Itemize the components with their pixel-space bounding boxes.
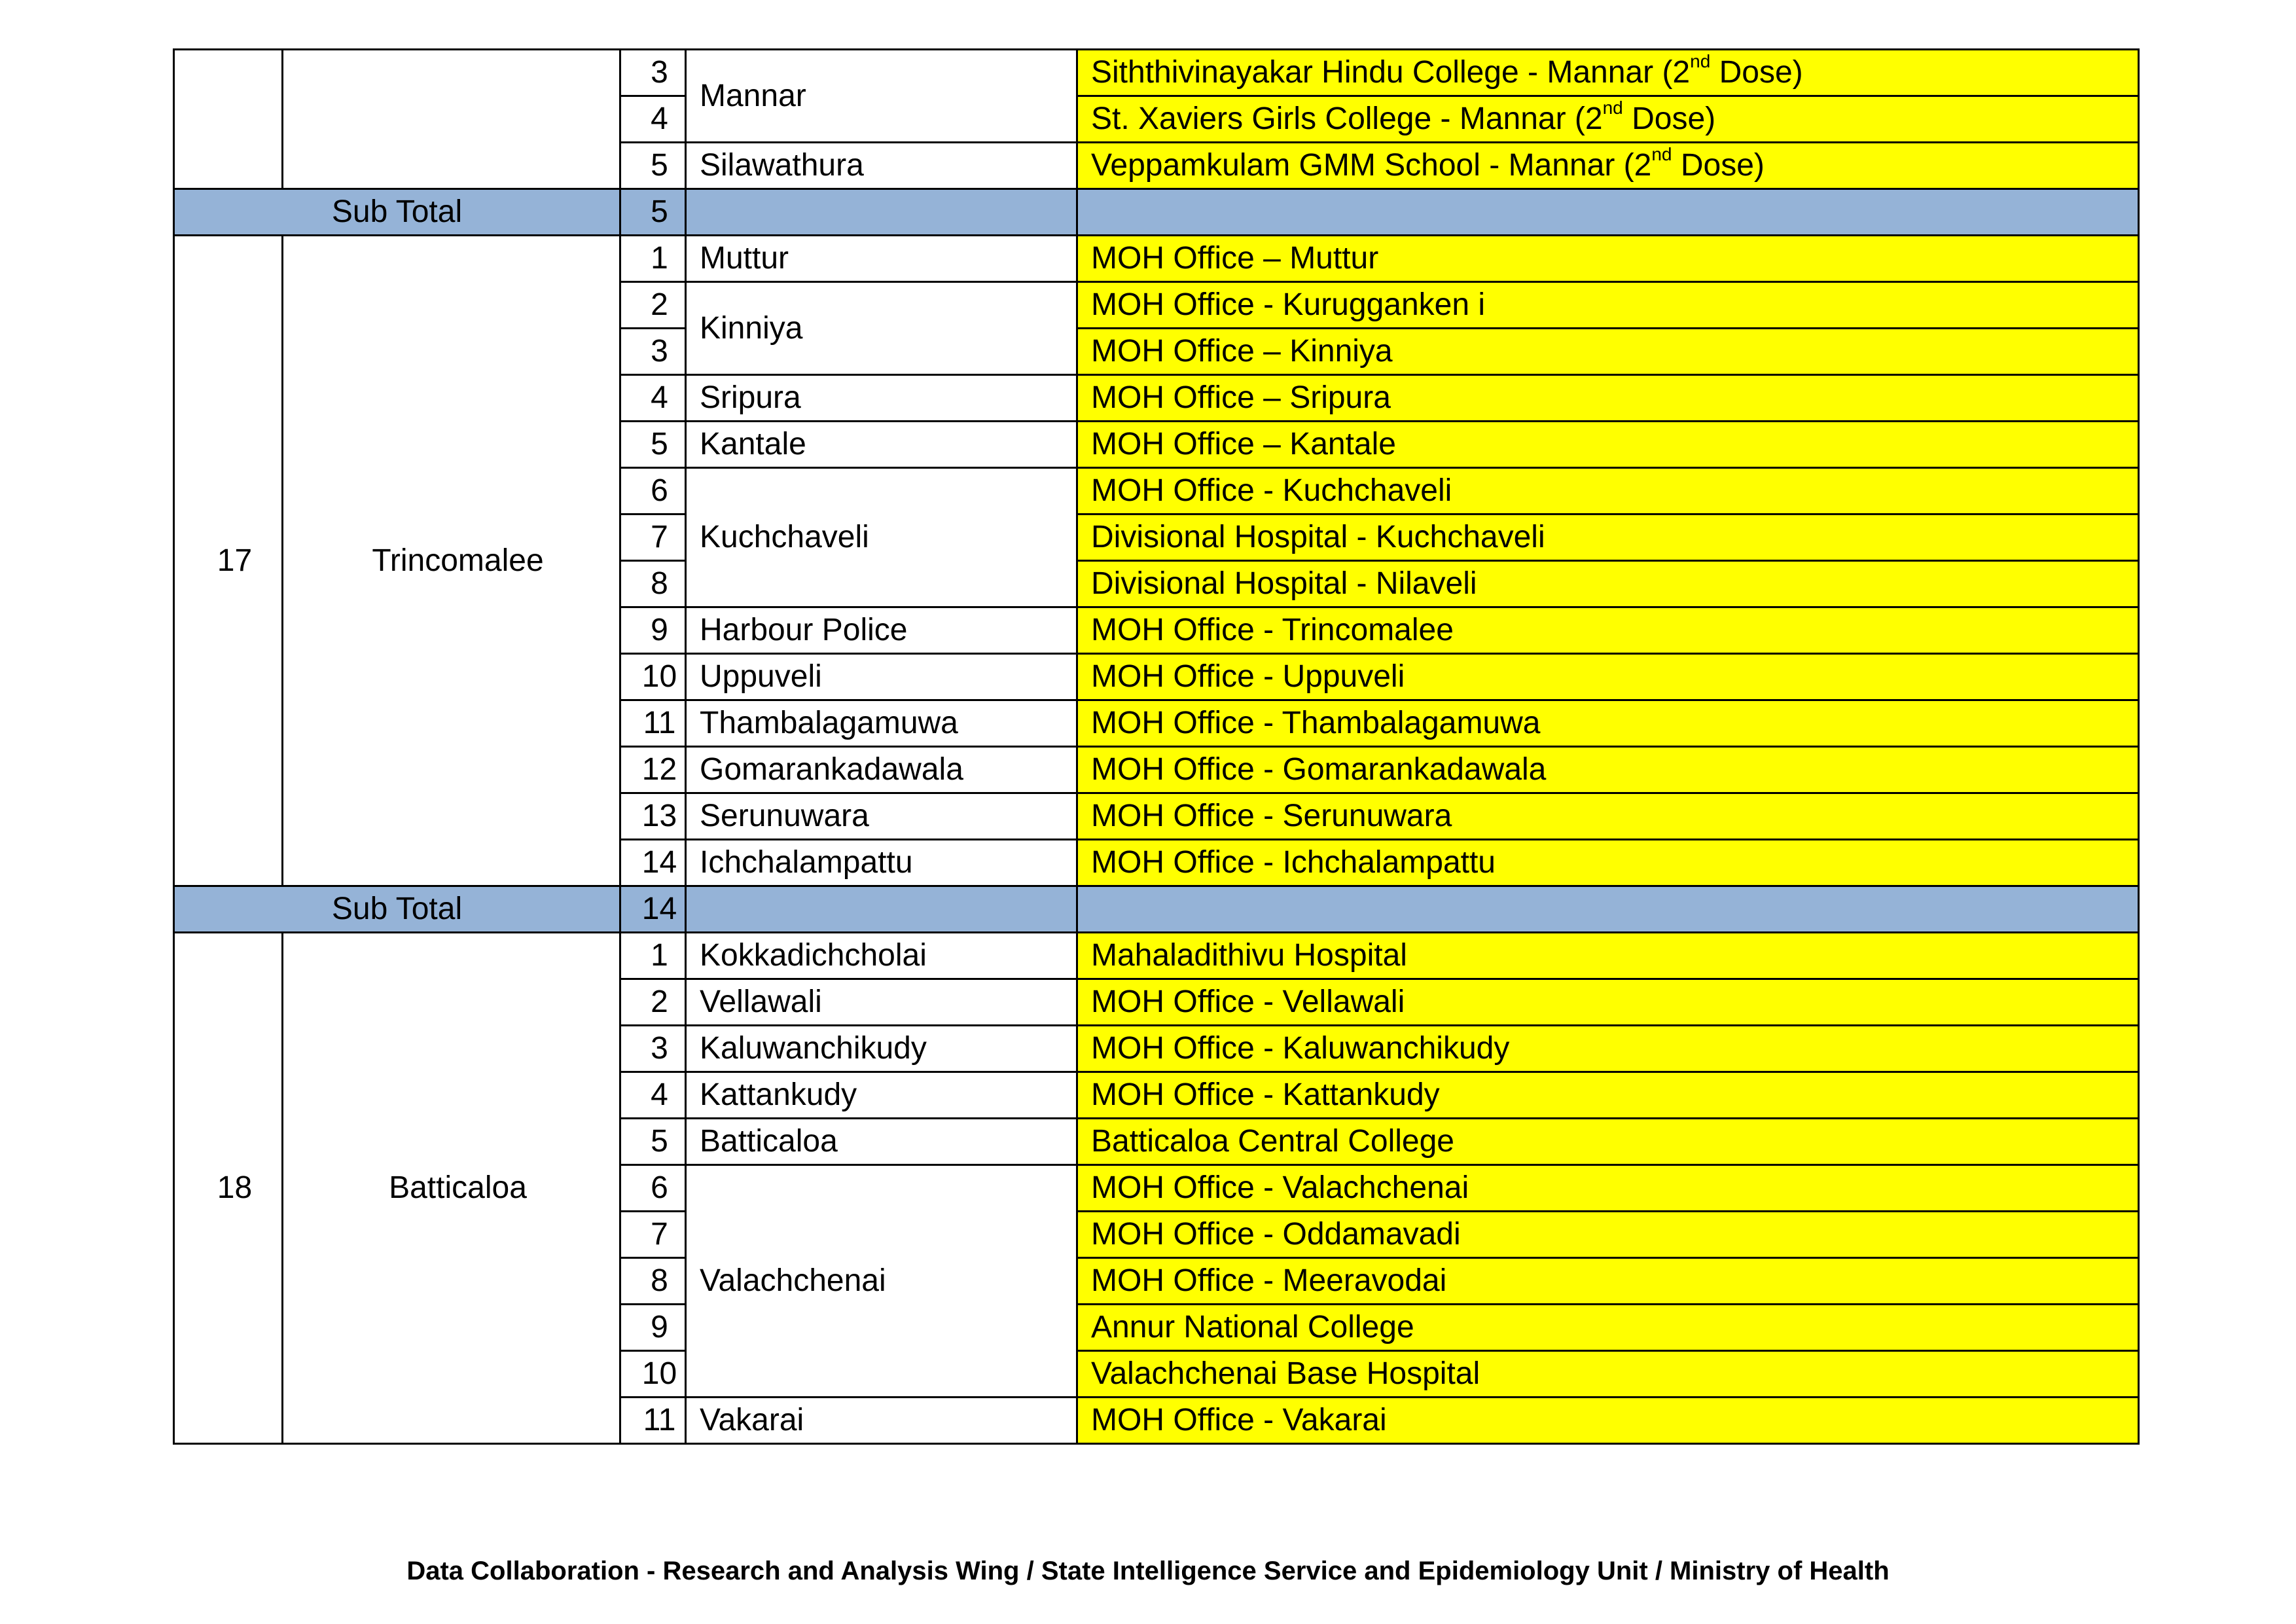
subtotal-label: Sub Total [174,189,620,236]
row-index: 1 [620,236,686,282]
table-row [174,50,2139,96]
vaccination-site: MOH Office – Muttur [1077,236,2139,282]
vaccination-site: MOH Office - Thambalagamuwa [1077,700,2139,747]
district-no-cell: 18 [174,933,283,1444]
row-index: 4 [620,375,686,422]
row-index: 5 [620,143,686,189]
row-index: 2 [620,979,686,1026]
subtotal-empty-cell [1077,886,2139,933]
vaccination-site: MOH Office - Vellawali [1077,979,2139,1026]
vaccination-site: MOH Office - Gomarankadawala [1077,747,2139,793]
vaccination-site: MOH Office - Serunuwara [1077,793,2139,840]
district-cell: Batticaloa [283,933,620,1444]
vaccination-site: St. Xaviers Girls College - Mannar (2nd Dose) [1077,96,2139,143]
moh-area: Kokkadichcholai [686,933,1077,979]
district-cell: Trincomalee [283,236,620,886]
vaccination-site: Annur National College [1077,1305,2139,1351]
row-index: 4 [620,96,686,143]
subtotal-empty-cell [1077,189,2139,236]
row-index: 11 [620,1398,686,1444]
vaccination-site: MOH Office - Valachchenai [1077,1165,2139,1212]
row-index: 8 [620,1258,686,1305]
vaccination-site: Veppamkulam GMM School - Mannar (2nd Dose) [1077,143,2139,189]
moh-area: Kinniya [686,282,1077,375]
subtotal-label: Sub Total [174,886,620,933]
moh-area: Kuchchaveli [686,468,1077,607]
subtotal-row [174,189,2139,236]
table-row [174,933,2139,979]
subtotal-value: 5 [620,189,686,236]
vaccination-site: MOH Office - Kattankudy [1077,1072,2139,1119]
moh-area: Uppuveli [686,654,1077,700]
moh-area: Vellawali [686,979,1077,1026]
district-no-cell: 17 [174,236,283,886]
row-index: 3 [620,50,686,96]
row-index: 2 [620,282,686,329]
vaccination-site: MOH Office - Kurugganken i [1077,282,2139,329]
row-index: 9 [620,607,686,654]
moh-area: Gomarankadawala [686,747,1077,793]
vaccination-site: Batticaloa Central College [1077,1119,2139,1165]
table-row [174,236,2139,282]
vaccination-site: MOH Office - Uppuveli [1077,654,2139,700]
moh-area: Kaluwanchikudy [686,1026,1077,1072]
vaccination-site: MOH Office - Kuchchaveli [1077,468,2139,514]
row-index: 5 [620,1119,686,1165]
row-index: 11 [620,700,686,747]
moh-area: Serunuwara [686,793,1077,840]
moh-area: Ichchalampattu [686,840,1077,886]
vaccination-site: MOH Office – Kinniya [1077,329,2139,375]
moh-area: Valachchenai [686,1165,1077,1398]
row-index: 10 [620,1351,686,1398]
moh-area: Sripura [686,375,1077,422]
row-index: 10 [620,654,686,700]
moh-area: Kattankudy [686,1072,1077,1119]
moh-area: Batticaloa [686,1119,1077,1165]
district-no-cell [174,50,283,189]
vaccination-site: Divisional Hospital - Kuchchaveli [1077,514,2139,561]
moh-area: Muttur [686,236,1077,282]
vaccination-site: MOH Office - Meeravodai [1077,1258,2139,1305]
row-index: 3 [620,1026,686,1072]
moh-area: Vakarai [686,1398,1077,1444]
subtotal-value: 14 [620,886,686,933]
row-index: 5 [620,422,686,468]
row-index: 8 [620,561,686,607]
vaccination-centres-table [173,48,2140,1445]
vaccination-centres-table-wrap [173,48,2140,1445]
district-cell [283,50,620,189]
row-index: 7 [620,1212,686,1258]
vaccination-site: MOH Office - Trincomalee [1077,607,2139,654]
row-index: 7 [620,514,686,561]
vaccination-site: MOH Office - Vakarai [1077,1398,2139,1444]
row-index: 4 [620,1072,686,1119]
vaccination-site: MOH Office – Sripura [1077,375,2139,422]
page-footer: Data Collaboration - Research and Analysis Wing / State Intelligence Service and Epidemiology Unit / Ministry of Health [406,1557,1890,1585]
vaccination-site: Valachchenai Base Hospital [1077,1351,2139,1398]
row-index: 13 [620,793,686,840]
vaccination-site: Mahaladithivu Hospital [1077,933,2139,979]
row-index: 12 [620,747,686,793]
row-index: 6 [620,468,686,514]
subtotal-empty-cell [686,886,1077,933]
vaccination-site: Divisional Hospital - Nilaveli [1077,561,2139,607]
vaccination-site: MOH Office - Ichchalampattu [1077,840,2139,886]
moh-area: Kantale [686,422,1077,468]
vaccination-site: MOH Office - Kaluwanchikudy [1077,1026,2139,1072]
row-index: 3 [620,329,686,375]
moh-area: Thambalagamuwa [686,700,1077,747]
vaccination-site: Siththivinayakar Hindu College - Mannar (2nd Dose) [1077,50,2139,96]
vaccination-site: MOH Office - Oddamavadi [1077,1212,2139,1258]
row-index: 6 [620,1165,686,1212]
moh-area: Silawathura [686,143,1077,189]
row-index: 1 [620,933,686,979]
moh-area: Harbour Police [686,607,1077,654]
subtotal-empty-cell [686,189,1077,236]
subtotal-row [174,886,2139,933]
row-index: 14 [620,840,686,886]
row-index: 9 [620,1305,686,1351]
moh-area: Mannar [686,50,1077,143]
vaccination-site: MOH Office – Kantale [1077,422,2139,468]
